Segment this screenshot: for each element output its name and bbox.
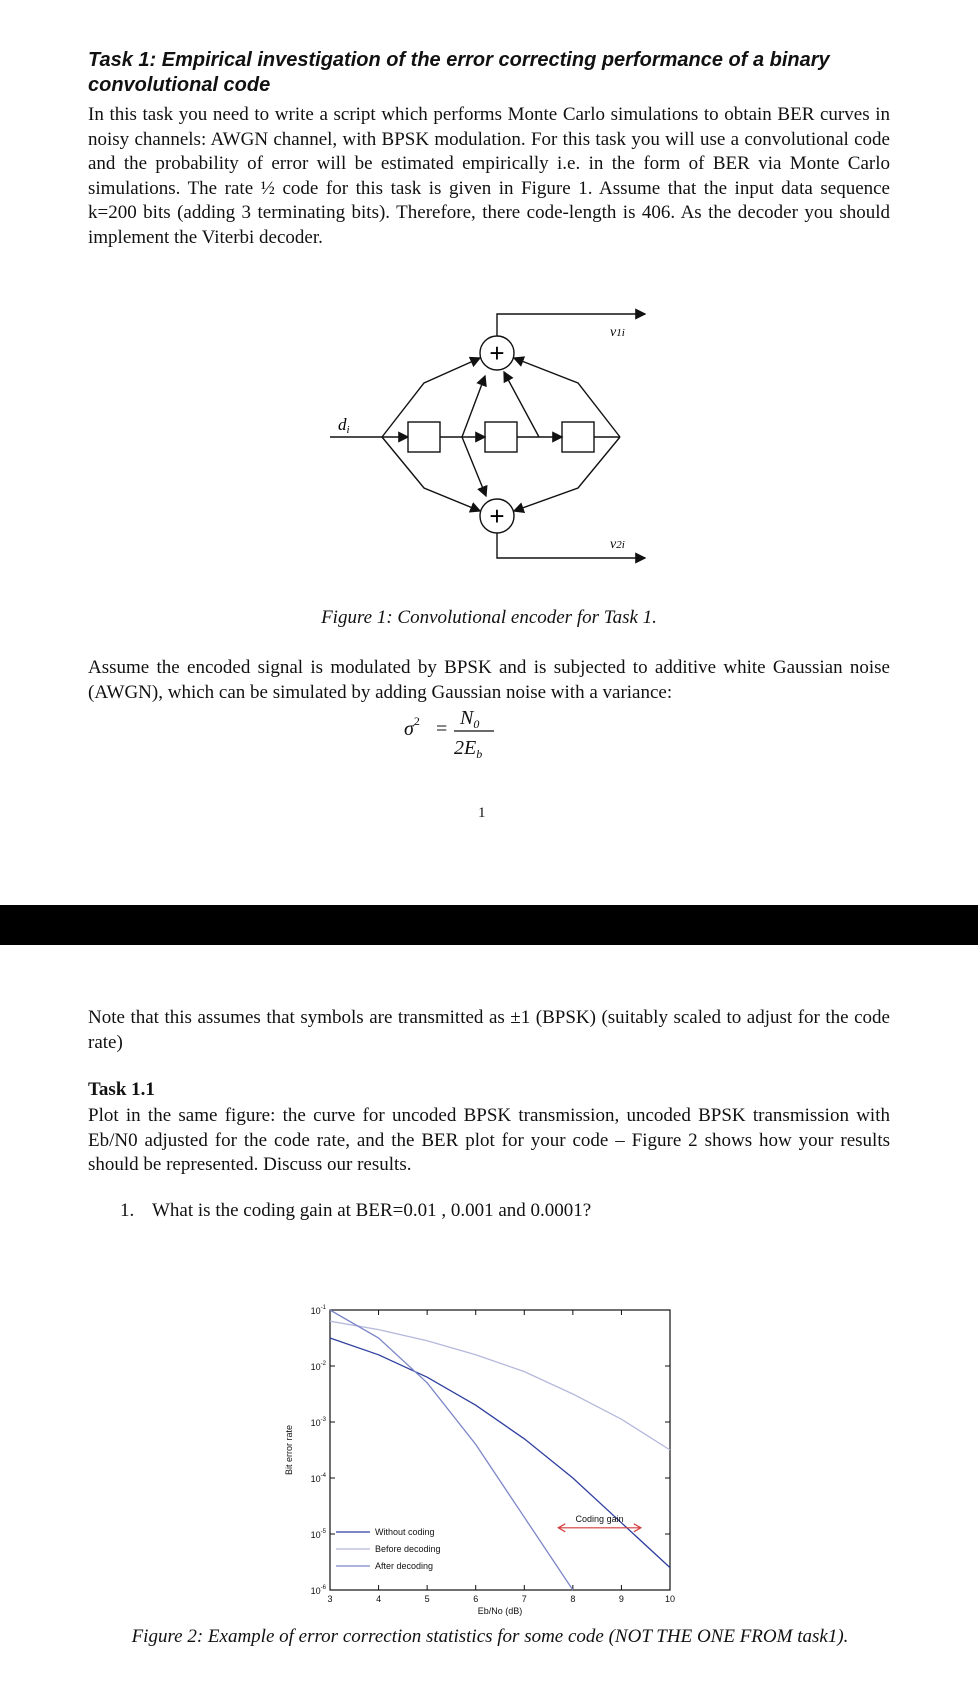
page-separator [0, 905, 978, 945]
y-tick-label: $10^{-5}$ [310, 1529, 326, 1540]
y-tick-label: $10^{-3}$ [310, 1417, 326, 1428]
svg-text:σ2: $\sigma^2$ [404, 714, 420, 740]
question-text: What is the coding gain at BER=0.01 , 0.001 and 0.0001? [152, 1200, 592, 1221]
y-tick-label: $10^{-1}$ [310, 1305, 326, 1316]
x-tick-label: 6 [473, 1594, 479, 1604]
figure-1-caption: Figure 1: Convolutional encoder for Task 1. [321, 607, 657, 628]
register-1 [408, 422, 440, 452]
register-3 [562, 422, 594, 452]
bpsk-note-paragraph: Note that this assumes that symbols are transmitted as ±1 (BPSK) (suitably scaled to adjust for the code rate) [88, 1007, 890, 1053]
noise-paragraph: Assume the encoded signal is modulated by BPSK and is subjected to additive white Gaussian noise (AWGN), which can be simulated by adding Gaussian noise with a variance: [88, 657, 890, 703]
svg-text:=: = [436, 718, 448, 740]
register-2 [485, 422, 517, 452]
page-number: 1 [478, 805, 486, 821]
x-tick-label: 10 [664, 1594, 676, 1604]
x-axis-label: Eb/No (dB) [477, 1606, 523, 1616]
question-number: 1. [120, 1200, 135, 1221]
x-tick-label: 7 [521, 1594, 527, 1604]
adder-bottom-symbol: + [489, 501, 505, 531]
task-1-1-title: Task 1.1 [88, 1079, 155, 1100]
legend-entry: Without coding [375, 1527, 435, 1537]
x-tick-label: 4 [376, 1594, 382, 1604]
x-tick-label: 8 [570, 1594, 576, 1604]
y-axis-label: Bit error rate [284, 1424, 294, 1476]
x-tick-label: 9 [618, 1594, 624, 1604]
svg-text:2Eb: $2E_b$ [454, 737, 483, 761]
encoder-diagram [320, 308, 660, 568]
task-1-1-body: Plot in the same figure: the curve for uncoded BPSK transmission, uncoded BPSK transmission with Eb/N0 adjusted for the code rate, and the BER plot for your code – Figure 2 shows how your results should be represented. Discuss our results. [88, 1105, 890, 1175]
task-heading: Task 1: Empirical investigation of the error correcting performance of a binary convolutional code [88, 49, 830, 96]
input-label: di [338, 415, 350, 436]
variance-formula [390, 702, 590, 762]
output-2-label: v2i [610, 537, 625, 552]
x-tick-label: 5 [424, 1594, 430, 1604]
adder-top-symbol: + [489, 338, 505, 368]
legend-entry: After decoding [375, 1561, 434, 1571]
y-tick-label: $10^{-2}$ [310, 1361, 326, 1372]
coding-gain-label: Coding gain [575, 1513, 624, 1524]
y-tick-label: $10^{-4}$ [310, 1473, 326, 1484]
question-1 [120, 1200, 591, 1222]
legend-entry: Before decoding [375, 1544, 441, 1554]
svg-text:N0: $N_0$ [460, 707, 480, 731]
figure-2-caption: Figure 2: Example of error correction statistics for some code (NOT THE ONE FROM task1). [131, 1626, 849, 1647]
output-1-label: v1i [610, 325, 625, 340]
x-tick-label: 3 [327, 1594, 333, 1604]
task-intro-paragraph: In this task you need to write a script which performs Monte Carlo simulations to obtain BER curves in noisy channels: AWGN channel, with BPSK modulation. For this task you will use a convolutional code and the probability of error will be estimated empirically i.e. in the form of BER via Monte Carlo simulations. The rate ½ code for this task is given in Figure 1. Assume that the input data sequence k=200 bits (adding 3 terminating bits). Therefore, there code-length is 406. As the decoder you should implement the Viterbi decoder. [88, 104, 890, 248]
ber-chart [270, 1300, 690, 1620]
y-tick-label: $10^{-6}$ [310, 1585, 326, 1596]
